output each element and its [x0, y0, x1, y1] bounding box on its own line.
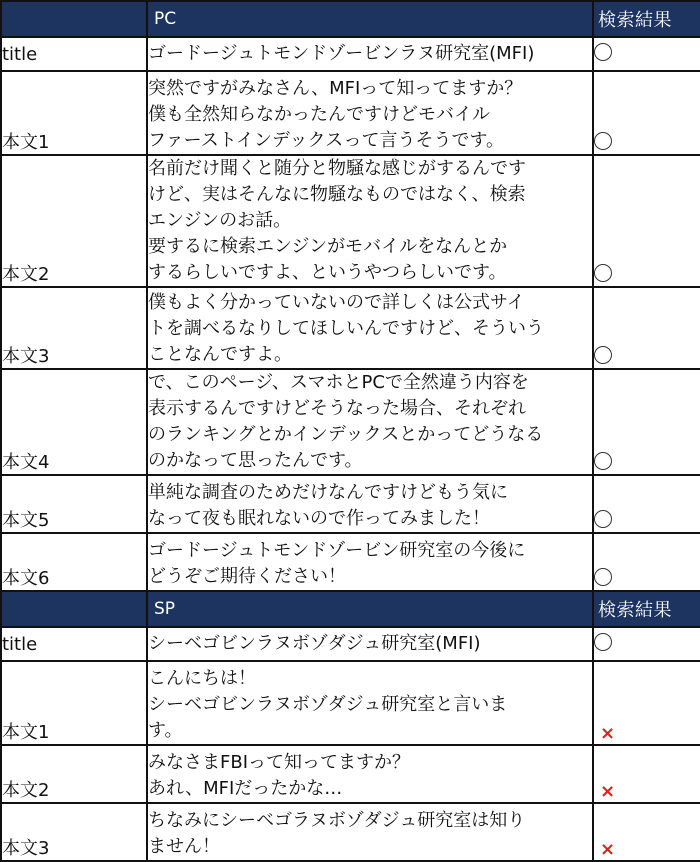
row-text: ちなみにシーベゴラヌボゾダジュ研究室は知り ません！: [147, 803, 593, 861]
row-text: 僕もよく分かっていないので詳しくは公式サイ トを調べるなりしてほしいんですけど、そういう ことなんですよ。: [147, 287, 593, 369]
result-cell: [593, 661, 700, 745]
row-label: 本文4: [1, 369, 147, 475]
cross-mark-icon: ×: [600, 839, 616, 860]
pc-row-body5: [1, 475, 700, 533]
pc-row-body3: [1, 287, 700, 369]
result-cell: [593, 155, 700, 287]
row-label: 本文5: [1, 475, 147, 533]
result-cell: [593, 369, 700, 475]
result-cell: [593, 37, 700, 71]
pc-header-row: [1, 1, 700, 37]
circle-mark-icon: [594, 452, 612, 470]
sp-row-body3: [1, 803, 700, 861]
sp-header-row: [1, 591, 700, 627]
pc-row-body4: [1, 369, 700, 475]
row-label: title: [1, 37, 147, 71]
pc-row-body6: [1, 533, 700, 591]
sp-row-title: [1, 627, 700, 661]
circle-mark-icon: [594, 633, 612, 651]
sp-section-title: SP: [147, 591, 593, 627]
row-text: シーベゴビンラヌボゾダジュ研究室(MFI): [147, 627, 593, 661]
pc-row-title: [1, 37, 700, 71]
row-label: 本文3: [1, 803, 147, 861]
row-label: title: [1, 627, 147, 661]
cross-mark-icon: ×: [600, 723, 616, 744]
row-text: で、このページ、スマホとPCで全然違う内容を 表示するんですけどそうなった場合、それぞれ のランキングとかインデックスとかってどうなる のかなって思ったんです。: [147, 369, 593, 475]
result-cell: [593, 475, 700, 533]
circle-mark-icon: [594, 346, 612, 364]
sp-row-body1: [1, 661, 700, 745]
sp-row-body2: [1, 745, 700, 803]
result-cell: [593, 627, 700, 661]
row-label: 本文3: [1, 287, 147, 369]
row-text: 名前だけ聞くと随分と物騒な感じがするんです けど、実はそんなに物騒なものではなく、検索 エンジンのお話。 要するに検索エンジンがモバイルをなんとか するらしいですよ、というやつらしいです。: [147, 155, 593, 287]
circle-mark-icon: [594, 510, 612, 528]
pc-header-label: [1, 1, 147, 37]
row-label: 本文2: [1, 745, 147, 803]
row-text: 突然ですがみなさん、MFIって知ってますか？ 僕も全然知らなかったんですけどモバイル ファーストインデックスって言うそうです。: [147, 71, 593, 155]
row-label: 本文6: [1, 533, 147, 591]
result-cell: [593, 71, 700, 155]
result-cell: [593, 287, 700, 369]
result-cell: [593, 533, 700, 591]
pc-row-body1: [1, 71, 700, 155]
row-text: ゴードージュトモンドゾービン研究室の今後に どうぞご期待ください！: [147, 533, 593, 591]
row-label: 本文2: [1, 155, 147, 287]
pc-result-header: 検索結果: [593, 1, 700, 37]
circle-mark-icon: [594, 43, 612, 61]
row-label: 本文1: [1, 661, 147, 745]
cross-mark-icon: ×: [600, 781, 616, 802]
circle-mark-icon: [594, 264, 612, 282]
row-text: ゴードージュトモンドゾービンラヌ研究室(MFI): [147, 37, 593, 71]
result-cell: [593, 803, 700, 861]
pc-row-body2: [1, 155, 700, 287]
row-text: みなさまFBIって知ってますか？ あれ、MFIだったかな…: [147, 745, 593, 803]
row-text: 単純な調査のためだけなんですけどもう気に なって夜も眠れないので作ってみました！: [147, 475, 593, 533]
circle-mark-icon: [594, 568, 612, 586]
sp-result-header: 検索結果: [593, 591, 700, 627]
result-cell: [593, 745, 700, 803]
circle-mark-icon: [594, 132, 612, 150]
row-label: 本文1: [1, 71, 147, 155]
sp-header-label: [1, 591, 147, 627]
pc-section-title: PC: [147, 1, 593, 37]
row-text: こんにちは！ シーベゴビンラヌボゾダジュ研究室と言いま す。: [147, 661, 593, 745]
